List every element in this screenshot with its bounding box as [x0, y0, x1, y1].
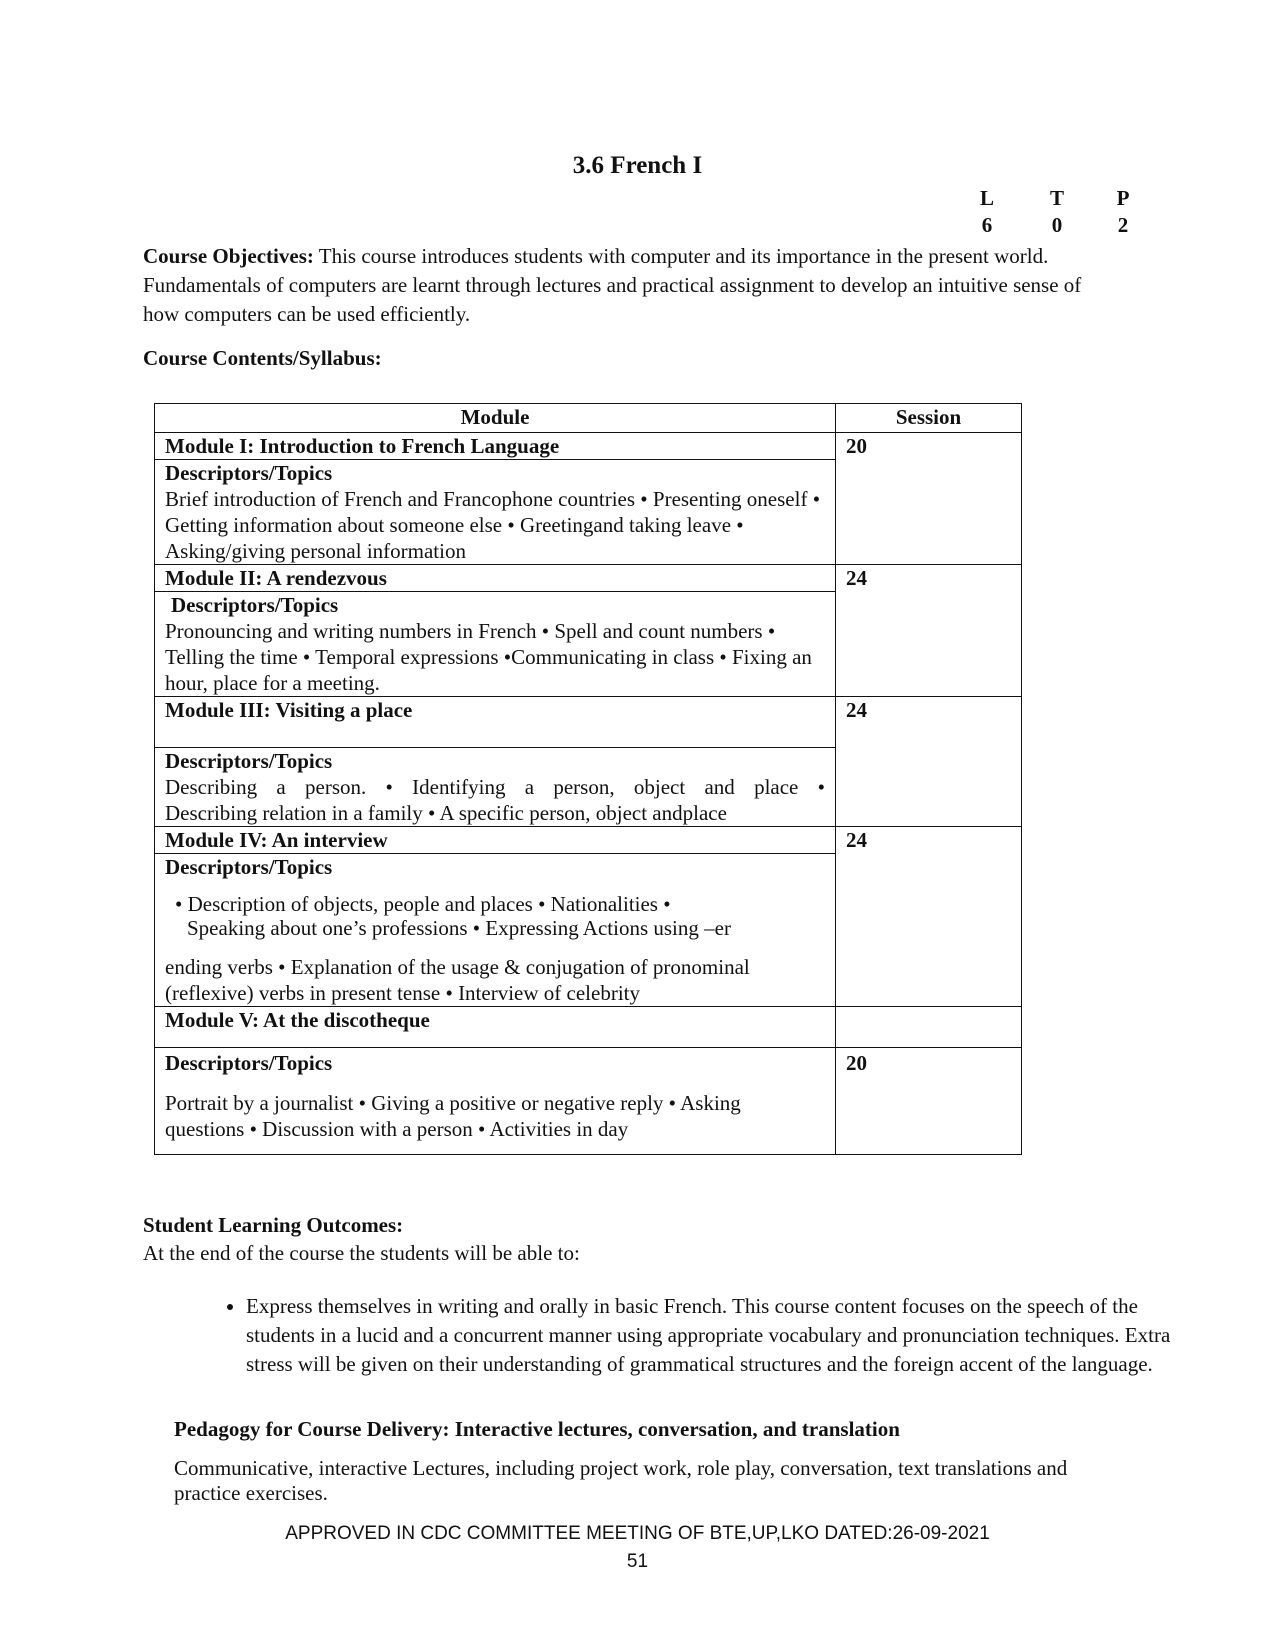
descriptors-text-line-2: Describing relation in a family • A specific person, object andplace: [165, 801, 727, 825]
ltp-value-p: 2: [1117, 213, 1129, 237]
descriptors-text-part-2: Speaking about one’s professions • Expressing Actions using –er: [187, 916, 731, 940]
ltp-label-p: P: [1116, 186, 1130, 210]
outcomes-intro: At the end of the course the students will be able to:: [143, 1241, 580, 1265]
module-descriptors: [155, 748, 836, 827]
descriptors-text: Pronouncing and writing numbers in French • Spell and count numbers • Telling the time • Temporal expressions •Communicating in class • Fixing an hour, place for a meeting.: [165, 619, 812, 695]
module-session-empty: [836, 1007, 1022, 1048]
module-title: Module IV: An interview: [155, 827, 836, 854]
module-title: Module III: Visiting a place: [155, 697, 836, 748]
descriptors-label: Descriptors/Topics: [165, 749, 333, 773]
ltp-value-t: 0: [1051, 213, 1063, 237]
descriptors-text: Portrait by a journalist • Giving a positive or negative reply • Asking questions • Discussion with a person • Activities in day: [165, 1091, 741, 1141]
table-row: [155, 697, 1022, 748]
descriptors-label: Descriptors/Topics: [165, 1051, 333, 1075]
descriptors-text-part-3: ending verbs • Explanation of the usage & conjugation of pronominal (reflexive) verbs in present tense • Interview of celebrity: [165, 955, 750, 1005]
module-session: 24: [836, 827, 1022, 1007]
table-row: [155, 565, 1022, 592]
course-objectives: [143, 242, 1103, 329]
descriptors-label: Descriptors/Topics: [165, 855, 333, 879]
course-contents-heading: Course Contents/Syllabus:: [143, 346, 382, 370]
module-title: Module V: At the discotheque: [155, 1007, 836, 1048]
column-header-session: Session: [836, 404, 1022, 433]
module-session: 20: [836, 433, 1022, 565]
course-objectives-label: Course Objectives:: [143, 244, 314, 268]
pedagogy-text: Communicative, interactive Lectures, including project work, role play, conversation, text translations and practice exercises.: [174, 1456, 1068, 1505]
module-descriptors: [155, 592, 836, 697]
table-row: [155, 433, 1022, 460]
descriptors-text-part-1: • Description of objects, people and places • Nationalities •: [175, 892, 671, 916]
module-title: Module I: Introduction to French Language: [155, 433, 836, 460]
ltp-label-l: L: [979, 186, 994, 210]
table-row: [155, 827, 1022, 854]
descriptors-label: Descriptors/Topics: [165, 461, 333, 485]
module-descriptors: [155, 1048, 836, 1155]
table-header-row: [155, 404, 1022, 433]
column-header-module: Module: [155, 404, 836, 433]
descriptors-label: Descriptors/Topics: [171, 593, 339, 617]
syllabus-table: [154, 403, 1022, 1155]
outcomes-list: [186, 1292, 1176, 1379]
table-row: [155, 1007, 1022, 1048]
table-row: [155, 1048, 1022, 1155]
list-item: • Express themselves in writing and orally in basic French. This course content focuses on the speech of the students in a lucid and a concurrent manner using appropriate vocabulary and pronunciation techniques. Extra stress will be given on their understanding of grammatical structures and the foreign accent of the language.: [246, 1292, 1176, 1379]
course-objectives-text: This course introduces students with computer and its importance in the present world. Fundamentals of computers are learnt through lectures and practical assignment to develop an intuitive sense of how computers can be used efficiently.: [143, 244, 1082, 326]
approval-footer: APPROVED IN CDC COMMITTEE MEETING OF BTE,UP,LKO DATED:26-09-2021: [285, 1523, 990, 1544]
page-title: 3.6 French I: [572, 152, 703, 179]
module-title: Module II: A rendezvous: [155, 565, 836, 592]
module-descriptors: [155, 460, 836, 565]
module-session: 24: [836, 565, 1022, 697]
module-session: 20: [836, 1048, 1022, 1155]
module-descriptors: [155, 854, 836, 1007]
ltp-label-t: T: [1049, 186, 1064, 210]
ltp-value-l: 6: [981, 213, 993, 237]
module-session: 24: [836, 697, 1022, 827]
descriptors-text: Brief introduction of French and Francophone countries • Presenting oneself • Getting information about someone else • Greetingand taking leave • Asking/giving personal information: [165, 487, 821, 563]
pedagogy-heading: Pedagogy for Course Delivery: Interactive lectures, conversation, and translation: [174, 1417, 900, 1441]
descriptors-text-line-1: Describing a person. • Identifying a person, object and place •: [165, 775, 825, 799]
page-number: 51: [626, 1551, 649, 1572]
outcomes-heading: Student Learning Outcomes:: [143, 1213, 404, 1237]
